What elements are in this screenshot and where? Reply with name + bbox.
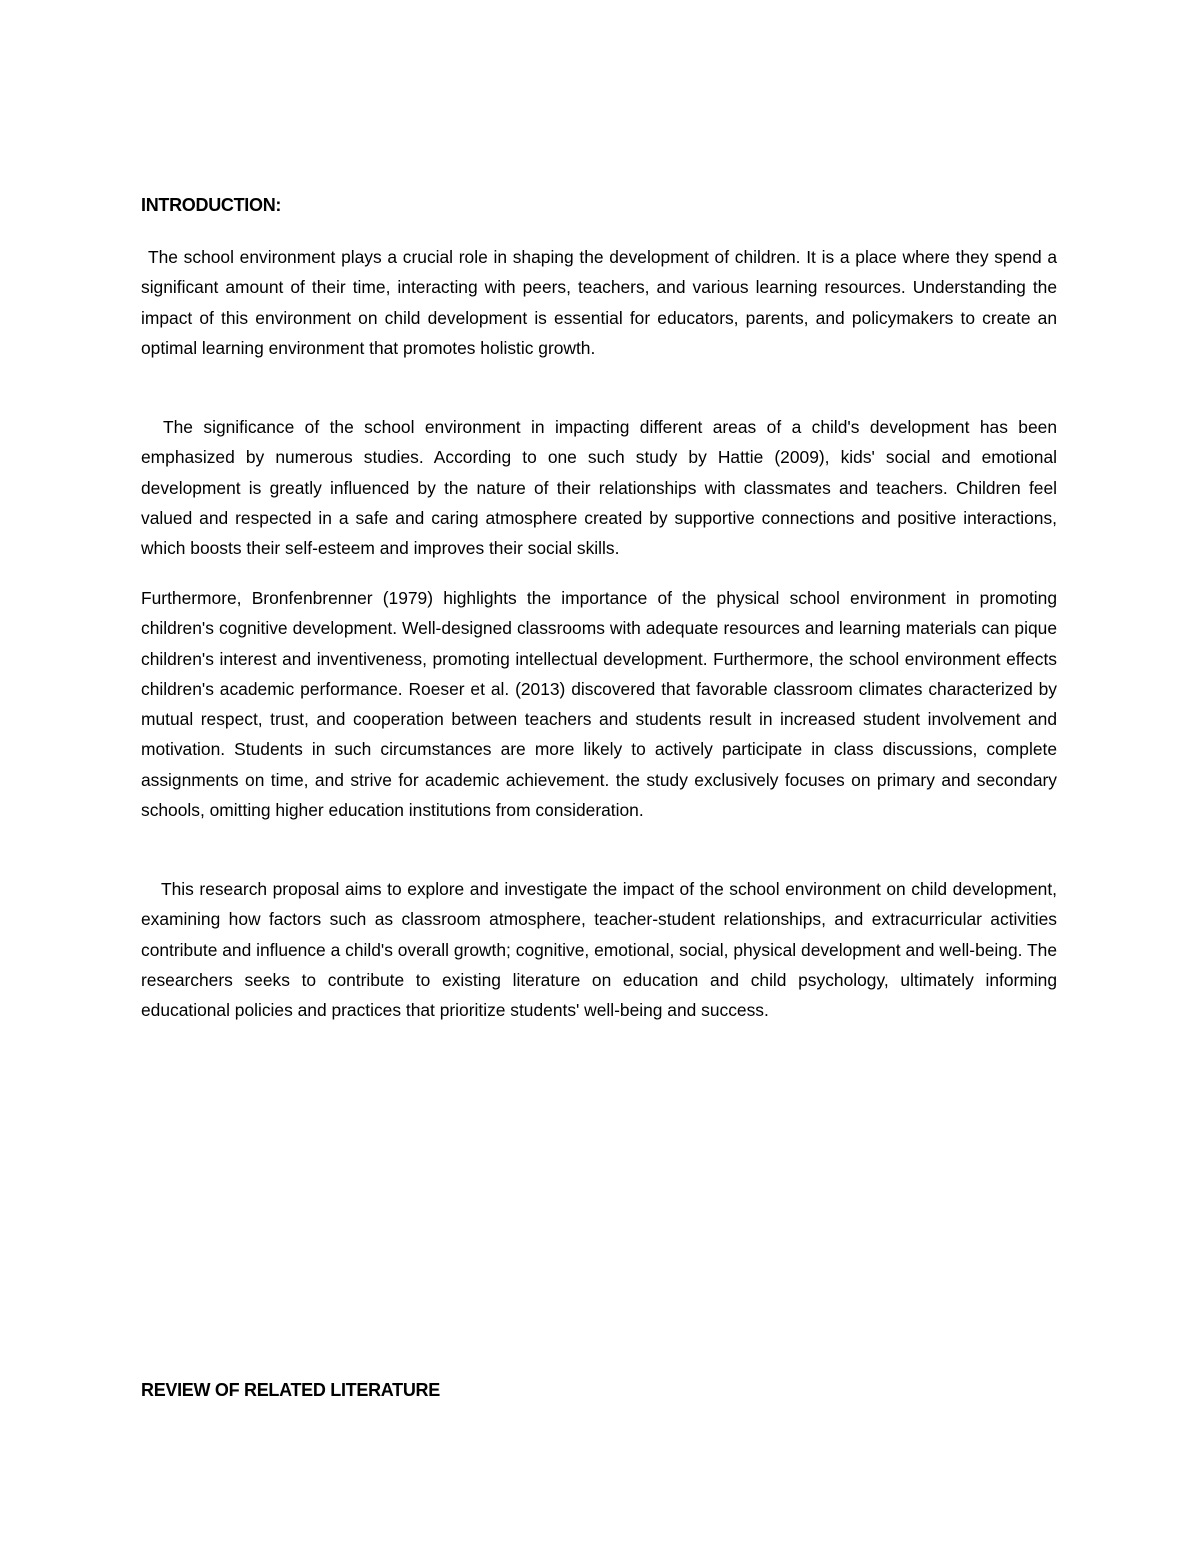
intro-paragraph-2: The significance of the school environment in impacting different areas of a child's development has been emphasized by numerous studies. According to one such study by Hattie (2009), kids' social and emotional development is greatly influenced by the nature of their relationships with classmates and teachers. Children feel valued and respected in a safe and caring atmosphere created by supportive connections and positive interactions, which boosts their self-esteem and improves their social skills. xyxy=(141,417,1057,559)
intro-paragraph-4: This research proposal aims to explore and investigate the impact of the school environment on child development, examining how factors such as classroom atmosphere, teacher-student relationships, and extracurricular activities contribute and influence a child's overall growth; cognitive, emotional, social, physical development and well-being. The researchers seeks to contribute to existing literature on education and child psychology, ultimately informing educational policies and practices that prioritize students' well-being and success. xyxy=(141,879,1057,1021)
introduction-heading: INTRODUCTION: xyxy=(141,195,282,215)
review-of-related-literature-heading: REVIEW OF RELATED LITERATURE xyxy=(141,1380,440,1400)
intro-paragraph-3: Furthermore, Bronfenbrenner (1979) highlights the importance of the physical school environment in promoting children's cognitive development. Well-designed classrooms with adequate resources and learning materials can pique children's interest and inventiveness, promoting intellectual development. Furthermore, the school environment effects children's academic performance. Roeser et al. (2013) discovered that favorable classroom climates characterized by mutual respect, trust, and cooperation between teachers and students result in increased student involvement and motivation. Students in such circumstances are more likely to actively participate in class discussions, complete assignments on time, and strive for academic achievement. the study exclusively focuses on primary and secondary schools, omitting higher education institutions from consideration. xyxy=(141,588,1057,821)
intro-paragraph-1: The school environment plays a crucial role in shaping the development of children. It is a place where they spend a significant amount of their time, interacting with peers, teachers, and various learning resources. Understanding the impact of this environment on child development is essential for educators, parents, and policymakers to create an optimal learning environment that promotes holistic growth. xyxy=(141,247,1057,358)
